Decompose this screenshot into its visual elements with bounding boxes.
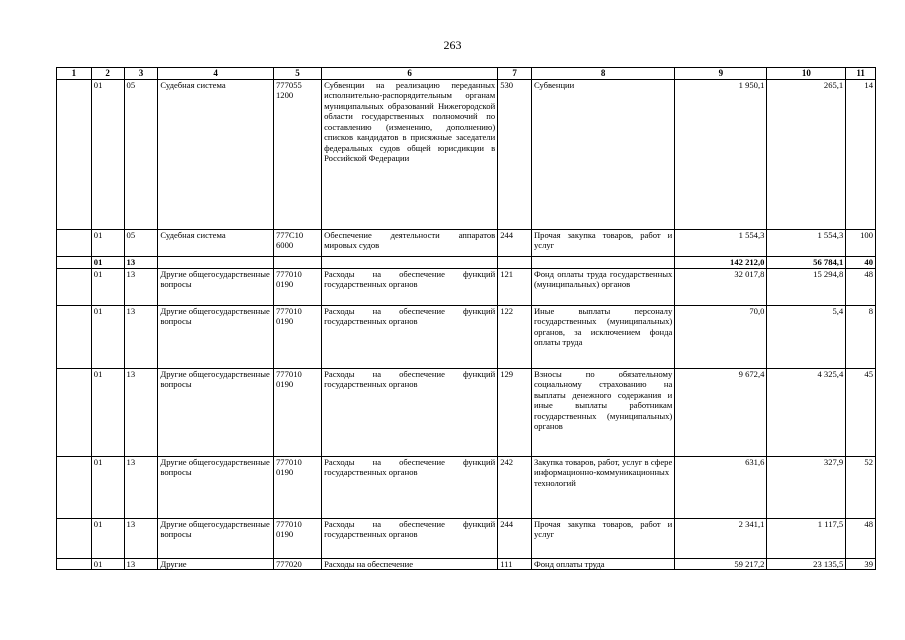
- cell-section-name: Другие: [158, 559, 274, 570]
- table-row: [57, 559, 876, 570]
- cell-percent: 52: [846, 457, 876, 519]
- cell-section: 01: [91, 519, 124, 559]
- cell-actual-amount: 265,1: [767, 80, 846, 230]
- cell-article-name: Расходы на обеспечение функций государственных органов: [322, 519, 498, 559]
- cell-section: 01: [91, 257, 124, 269]
- cell-article-name: Расходы на обеспечение функций государственных органов: [322, 457, 498, 519]
- cell-actual-amount: 1 554,3: [767, 230, 846, 257]
- cell-percent: 45: [846, 369, 876, 457]
- cell-expense-name: Прочая закупка товаров, работ и услуг: [531, 230, 674, 257]
- cell-target-article: 777С10 6000: [274, 230, 322, 257]
- table-row: [57, 369, 876, 457]
- cell-expense-type: 129: [498, 369, 532, 457]
- column-header: 5: [274, 68, 322, 80]
- cell-target-article: 777010 0190: [274, 369, 322, 457]
- cell-percent: 14: [846, 80, 876, 230]
- table-row: [57, 306, 876, 369]
- cell-plan-amount: 1 950,1: [675, 80, 767, 230]
- cell-section-name: Судебная система: [158, 80, 274, 230]
- column-header: 11: [846, 68, 876, 80]
- table-row: [57, 230, 876, 257]
- cell-subsection: 13: [124, 519, 158, 559]
- cell-article-name: Субвенции на реализацию переданных исполнительно-распорядительным органам муниципальных образований Нижегородской области государственных полномочий по составлению (изменению, дополнению) списков кандидатов в присяжные заседатели федеральных судов общей юрисдикции в Российской Федерации: [322, 80, 498, 230]
- column-header: 4: [158, 68, 274, 80]
- cell-actual-amount: 1 117,5: [767, 519, 846, 559]
- cell-section-name: Судебная система: [158, 230, 274, 257]
- column-header: 10: [767, 68, 846, 80]
- cell-col-1: [57, 306, 92, 369]
- cell-percent: 48: [846, 269, 876, 306]
- cell-percent: 8: [846, 306, 876, 369]
- cell-target-article: 777020: [274, 559, 322, 570]
- cell-col-1: [57, 369, 92, 457]
- cell-subsection: 13: [124, 559, 158, 570]
- cell-target-article: 777010 0190: [274, 306, 322, 369]
- cell-subsection: 13: [124, 257, 158, 269]
- cell-article-name: Обеспечение деятельности аппаратов мировых судов: [322, 230, 498, 257]
- cell-section: 01: [91, 559, 124, 570]
- cell-col-1: [57, 559, 92, 570]
- cell-plan-amount: 70,0: [675, 306, 767, 369]
- cell-expense-type: 530: [498, 80, 532, 230]
- cell-section-name: Другие общегосударственные вопросы: [158, 306, 274, 369]
- cell-section-name: [158, 257, 274, 269]
- cell-plan-amount: 1 554,3: [675, 230, 767, 257]
- cell-section: 01: [91, 457, 124, 519]
- cell-percent: 48: [846, 519, 876, 559]
- cell-col-1: [57, 457, 92, 519]
- cell-section: 01: [91, 80, 124, 230]
- cell-article-name: Расходы на обеспечение функций государственных органов: [322, 306, 498, 369]
- cell-subsection: 13: [124, 457, 158, 519]
- cell-expense-name: Взносы по обязательному социальному страхованию на выплаты денежного содержания и иные выплаты работникам государственных (муниципальных) органов: [531, 369, 674, 457]
- cell-plan-amount: 9 672,4: [675, 369, 767, 457]
- table-row: [57, 80, 876, 230]
- cell-plan-amount: 32 017,8: [675, 269, 767, 306]
- cell-percent: 39: [846, 559, 876, 570]
- cell-subsection: 13: [124, 269, 158, 306]
- cell-actual-amount: 56 784,1: [767, 257, 846, 269]
- page-number: 263: [443, 38, 462, 52]
- cell-expense-type: [498, 257, 532, 269]
- cell-plan-amount: 2 341,1: [675, 519, 767, 559]
- cell-expense-type: 111: [498, 559, 532, 570]
- cell-plan-amount: 142 212,0: [675, 257, 767, 269]
- cell-col-1: [57, 80, 92, 230]
- cell-target-article: 777010 0190: [274, 269, 322, 306]
- cell-subsection: 05: [124, 80, 158, 230]
- cell-article-name: [322, 257, 498, 269]
- cell-subsection: 13: [124, 369, 158, 457]
- column-header: 8: [531, 68, 674, 80]
- cell-section-name: Другие общегосударственные вопросы: [158, 519, 274, 559]
- column-header: 9: [675, 68, 767, 80]
- cell-plan-amount: 631,6: [675, 457, 767, 519]
- cell-actual-amount: 5,4: [767, 306, 846, 369]
- cell-expense-name: Фонд оплаты труда: [531, 559, 674, 570]
- cell-section: 01: [91, 269, 124, 306]
- cell-section: 01: [91, 369, 124, 457]
- cell-expense-name: Фонд оплаты труда государственных (муниципальных) органов: [531, 269, 674, 306]
- cell-section-name: Другие общегосударственные вопросы: [158, 457, 274, 519]
- column-header: 1: [57, 68, 92, 80]
- column-header: 3: [124, 68, 158, 80]
- cell-target-article: 777055 1200: [274, 80, 322, 230]
- cell-expense-name: [531, 257, 674, 269]
- cell-article-name: Расходы на обеспечение функций государственных органов: [322, 369, 498, 457]
- table-row: [57, 257, 876, 269]
- cell-plan-amount: 59 217,2: [675, 559, 767, 570]
- cell-actual-amount: 327,9: [767, 457, 846, 519]
- cell-section: 01: [91, 230, 124, 257]
- cell-expense-type: 122: [498, 306, 532, 369]
- cell-target-article: 777010 0190: [274, 457, 322, 519]
- cell-section-name: Другие общегосударственные вопросы: [158, 369, 274, 457]
- cell-expense-type: 244: [498, 519, 532, 559]
- budget-table: [56, 67, 876, 570]
- cell-actual-amount: 15 294,8: [767, 269, 846, 306]
- table-header-row: [57, 68, 876, 80]
- cell-expense-name: Субвенции: [531, 80, 674, 230]
- cell-expense-type: 244: [498, 230, 532, 257]
- cell-section-name: Другие общегосударственные вопросы: [158, 269, 274, 306]
- cell-percent: 40: [846, 257, 876, 269]
- cell-col-1: [57, 230, 92, 257]
- cell-section: 01: [91, 306, 124, 369]
- table-row: [57, 519, 876, 559]
- cell-expense-name: Закупка товаров, работ, услуг в сфере информационно-коммуникационных технологий: [531, 457, 674, 519]
- table-row: [57, 269, 876, 306]
- cell-col-1: [57, 519, 92, 559]
- cell-expense-type: 121: [498, 269, 532, 306]
- cell-actual-amount: 4 325,4: [767, 369, 846, 457]
- cell-col-1: [57, 269, 92, 306]
- cell-expense-type: 242: [498, 457, 532, 519]
- cell-subsection: 05: [124, 230, 158, 257]
- cell-col-1: [57, 257, 92, 269]
- cell-expense-name: Прочая закупка товаров, работ и услуг: [531, 519, 674, 559]
- cell-percent: 100: [846, 230, 876, 257]
- table-row: [57, 457, 876, 519]
- column-header: 7: [498, 68, 532, 80]
- column-header: 6: [322, 68, 498, 80]
- cell-expense-name: Иные выплаты персоналу государственных (муниципальных) органов, за исключением фонда оплаты труда: [531, 306, 674, 369]
- cell-target-article: 777010 0190: [274, 519, 322, 559]
- cell-article-name: Расходы на обеспечение: [322, 559, 498, 570]
- cell-actual-amount: 23 135,5: [767, 559, 846, 570]
- cell-article-name: Расходы на обеспечение функций государственных органов: [322, 269, 498, 306]
- cell-target-article: [274, 257, 322, 269]
- cell-subsection: 13: [124, 306, 158, 369]
- column-header: 2: [91, 68, 124, 80]
